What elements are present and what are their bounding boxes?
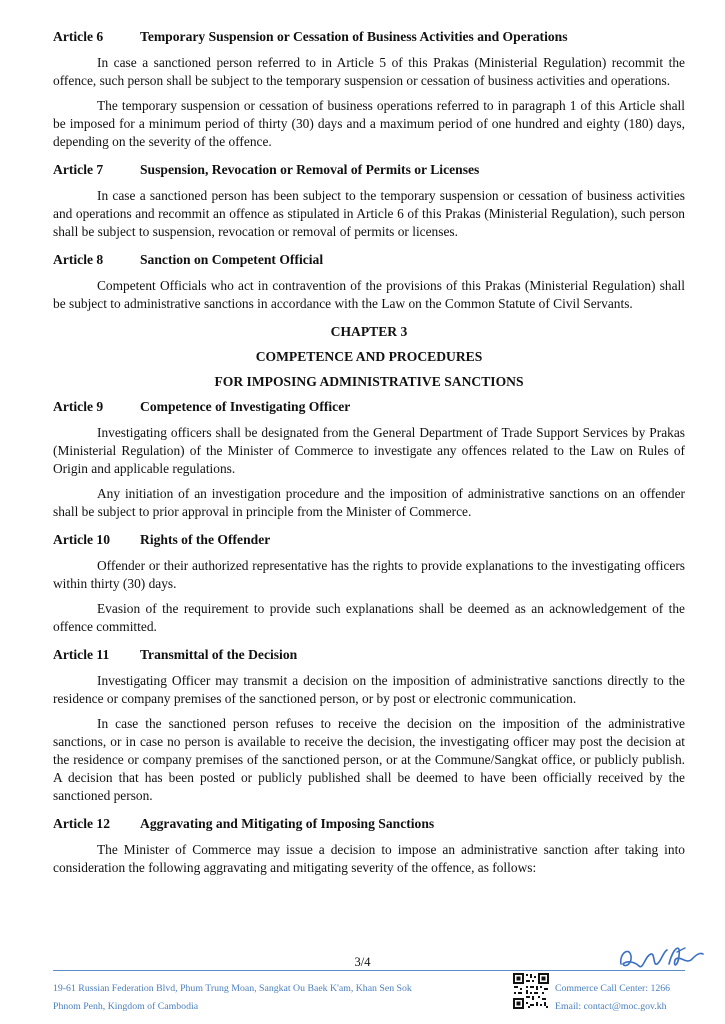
article-number: Article 9	[53, 399, 104, 414]
articles-section-top	[53, 28, 685, 313]
article-paragraph: Any initiation of an investigation procedure and the imposition of administrative sanctions on an offender shall be subject to prior approval in principle from the Minister of Commerce.	[53, 486, 685, 519]
article-section	[53, 815, 685, 877]
chapter-title-line1: COMPETENCE AND PROCEDURES	[255, 349, 483, 364]
article-paragraph: Offender or their authorized representative has the rights to provide explanations to the investigating officers within thirty (30) days.	[53, 558, 685, 591]
article-title: Sanction on Competent Official	[140, 252, 324, 267]
footer-email: Email: contact@moc.gov.kh	[555, 1001, 667, 1012]
article-section	[53, 161, 685, 241]
document-body	[53, 28, 685, 887]
article-section	[53, 398, 685, 521]
article-title: Competence of Investigating Officer	[140, 399, 351, 414]
article-heading	[53, 161, 685, 179]
signature-icon	[615, 934, 707, 974]
article-paragraph: In case a sanctioned person referred to in Article 5 of this Prakas (Ministerial Regulation) recommit the offence, such person shall be subject to the temporary suspension or cessation of business activities and operations.	[53, 55, 685, 88]
article-number: Article 12	[53, 816, 110, 831]
qr-code-icon	[512, 972, 550, 1010]
article-number: Article 6	[53, 29, 104, 44]
article-heading	[53, 815, 685, 833]
article-heading	[53, 646, 685, 664]
article-section	[53, 646, 685, 805]
article-title: Temporary Suspension or Cessation of Business Activities and Operations	[140, 29, 568, 44]
article-title: Rights of the Offender	[140, 532, 271, 547]
chapter-title-line2: FOR IMPOSING ADMINISTRATIVE SANCTIONS	[214, 374, 524, 389]
footer-address-line2: Phnom Penh, Kingdom of Cambodia	[53, 1001, 199, 1012]
article-heading	[53, 398, 685, 416]
article-section	[53, 251, 685, 313]
article-paragraph: Investigating Officer may transmit a decision on the imposition of administrative sanctions directly to the residence or company premises of the sanctioned person, or by post or electronic communication.	[53, 673, 685, 706]
footer-call-center: Commerce Call Center: 1266	[555, 983, 671, 994]
article-number: Article 10	[53, 532, 110, 547]
article-section	[53, 28, 685, 151]
chapter-heading	[53, 323, 685, 391]
footer-contact	[555, 980, 670, 1016]
article-heading	[53, 531, 685, 549]
article-number: Article 8	[53, 252, 104, 267]
article-paragraph: In case a sanctioned person has been subject to the temporary suspension or cessation of business activities and operations and recommit an offence as stipulated in Article 6 of this Prakas (Ministerial Regulation), such person shall be subject to suspension, revocation or removal of permits or licenses.	[53, 188, 685, 239]
footer-address-line1: 19-61 Russian Federation Blvd, Phum Trung Moan, Sangkat Ou Baek K'am, Khan Sen Sok	[53, 983, 412, 994]
article-number: Article 11	[53, 647, 110, 662]
article-title: Transmittal of the Decision	[140, 647, 298, 662]
footer-divider	[53, 970, 685, 971]
article-paragraph: The Minister of Commerce may issue a decision to impose an administrative sanction after taking into consideration the following aggravating and mitigating severity of the offence, as follows:	[53, 842, 685, 875]
article-title: Aggravating and Mitigating of Imposing Sanctions	[140, 816, 435, 831]
article-paragraph: The temporary suspension or cessation of business operations referred to in paragraph 1 of this Article shall be imposed for a minimum period of thirty (30) days and a maximum period of one hundred and eighty (180) days, depending on the severity of the offence.	[53, 98, 685, 149]
article-heading	[53, 28, 685, 46]
article-paragraph: In case the sanctioned person refuses to receive the decision on the imposition of the administrative sanctions, or in case no person is available to receive the decision, the investigating officer may post the decision at the residence or company premises of the sanctioned person, or at the Commune/Sangkat office, or publicly publish. A decision that has been posted or publicly published shall be deemed to have been officially received by the sanctioned person.	[53, 716, 685, 803]
chapter-label: CHAPTER 3	[330, 324, 408, 339]
article-paragraph: Investigating officers shall be designated from the General Department of Trade Support Services by Prakas (Ministerial Regulation) of the Minister of Commerce to investigate any offences related to the Law on Rules of Origin and applicable regulations.	[53, 425, 685, 476]
article-number: Article 7	[53, 162, 104, 177]
article-heading	[53, 251, 685, 269]
article-title: Suspension, Revocation or Removal of Permits or Licenses	[140, 162, 480, 177]
articles-section-bottom	[53, 398, 685, 877]
article-paragraph: Evasion of the requirement to provide such explanations shall be deemed as an acknowledgement of the offence committed.	[53, 601, 685, 634]
article-section	[53, 531, 685, 636]
page-number: 3/4	[354, 955, 371, 969]
article-paragraph: Competent Officials who act in contravention of the provisions of this Prakas (Ministerial Regulation) shall be subject to administrative sanctions in accordance with the Law on the Common Statute of Civil Servants.	[53, 278, 685, 311]
footer-address	[53, 980, 412, 1016]
